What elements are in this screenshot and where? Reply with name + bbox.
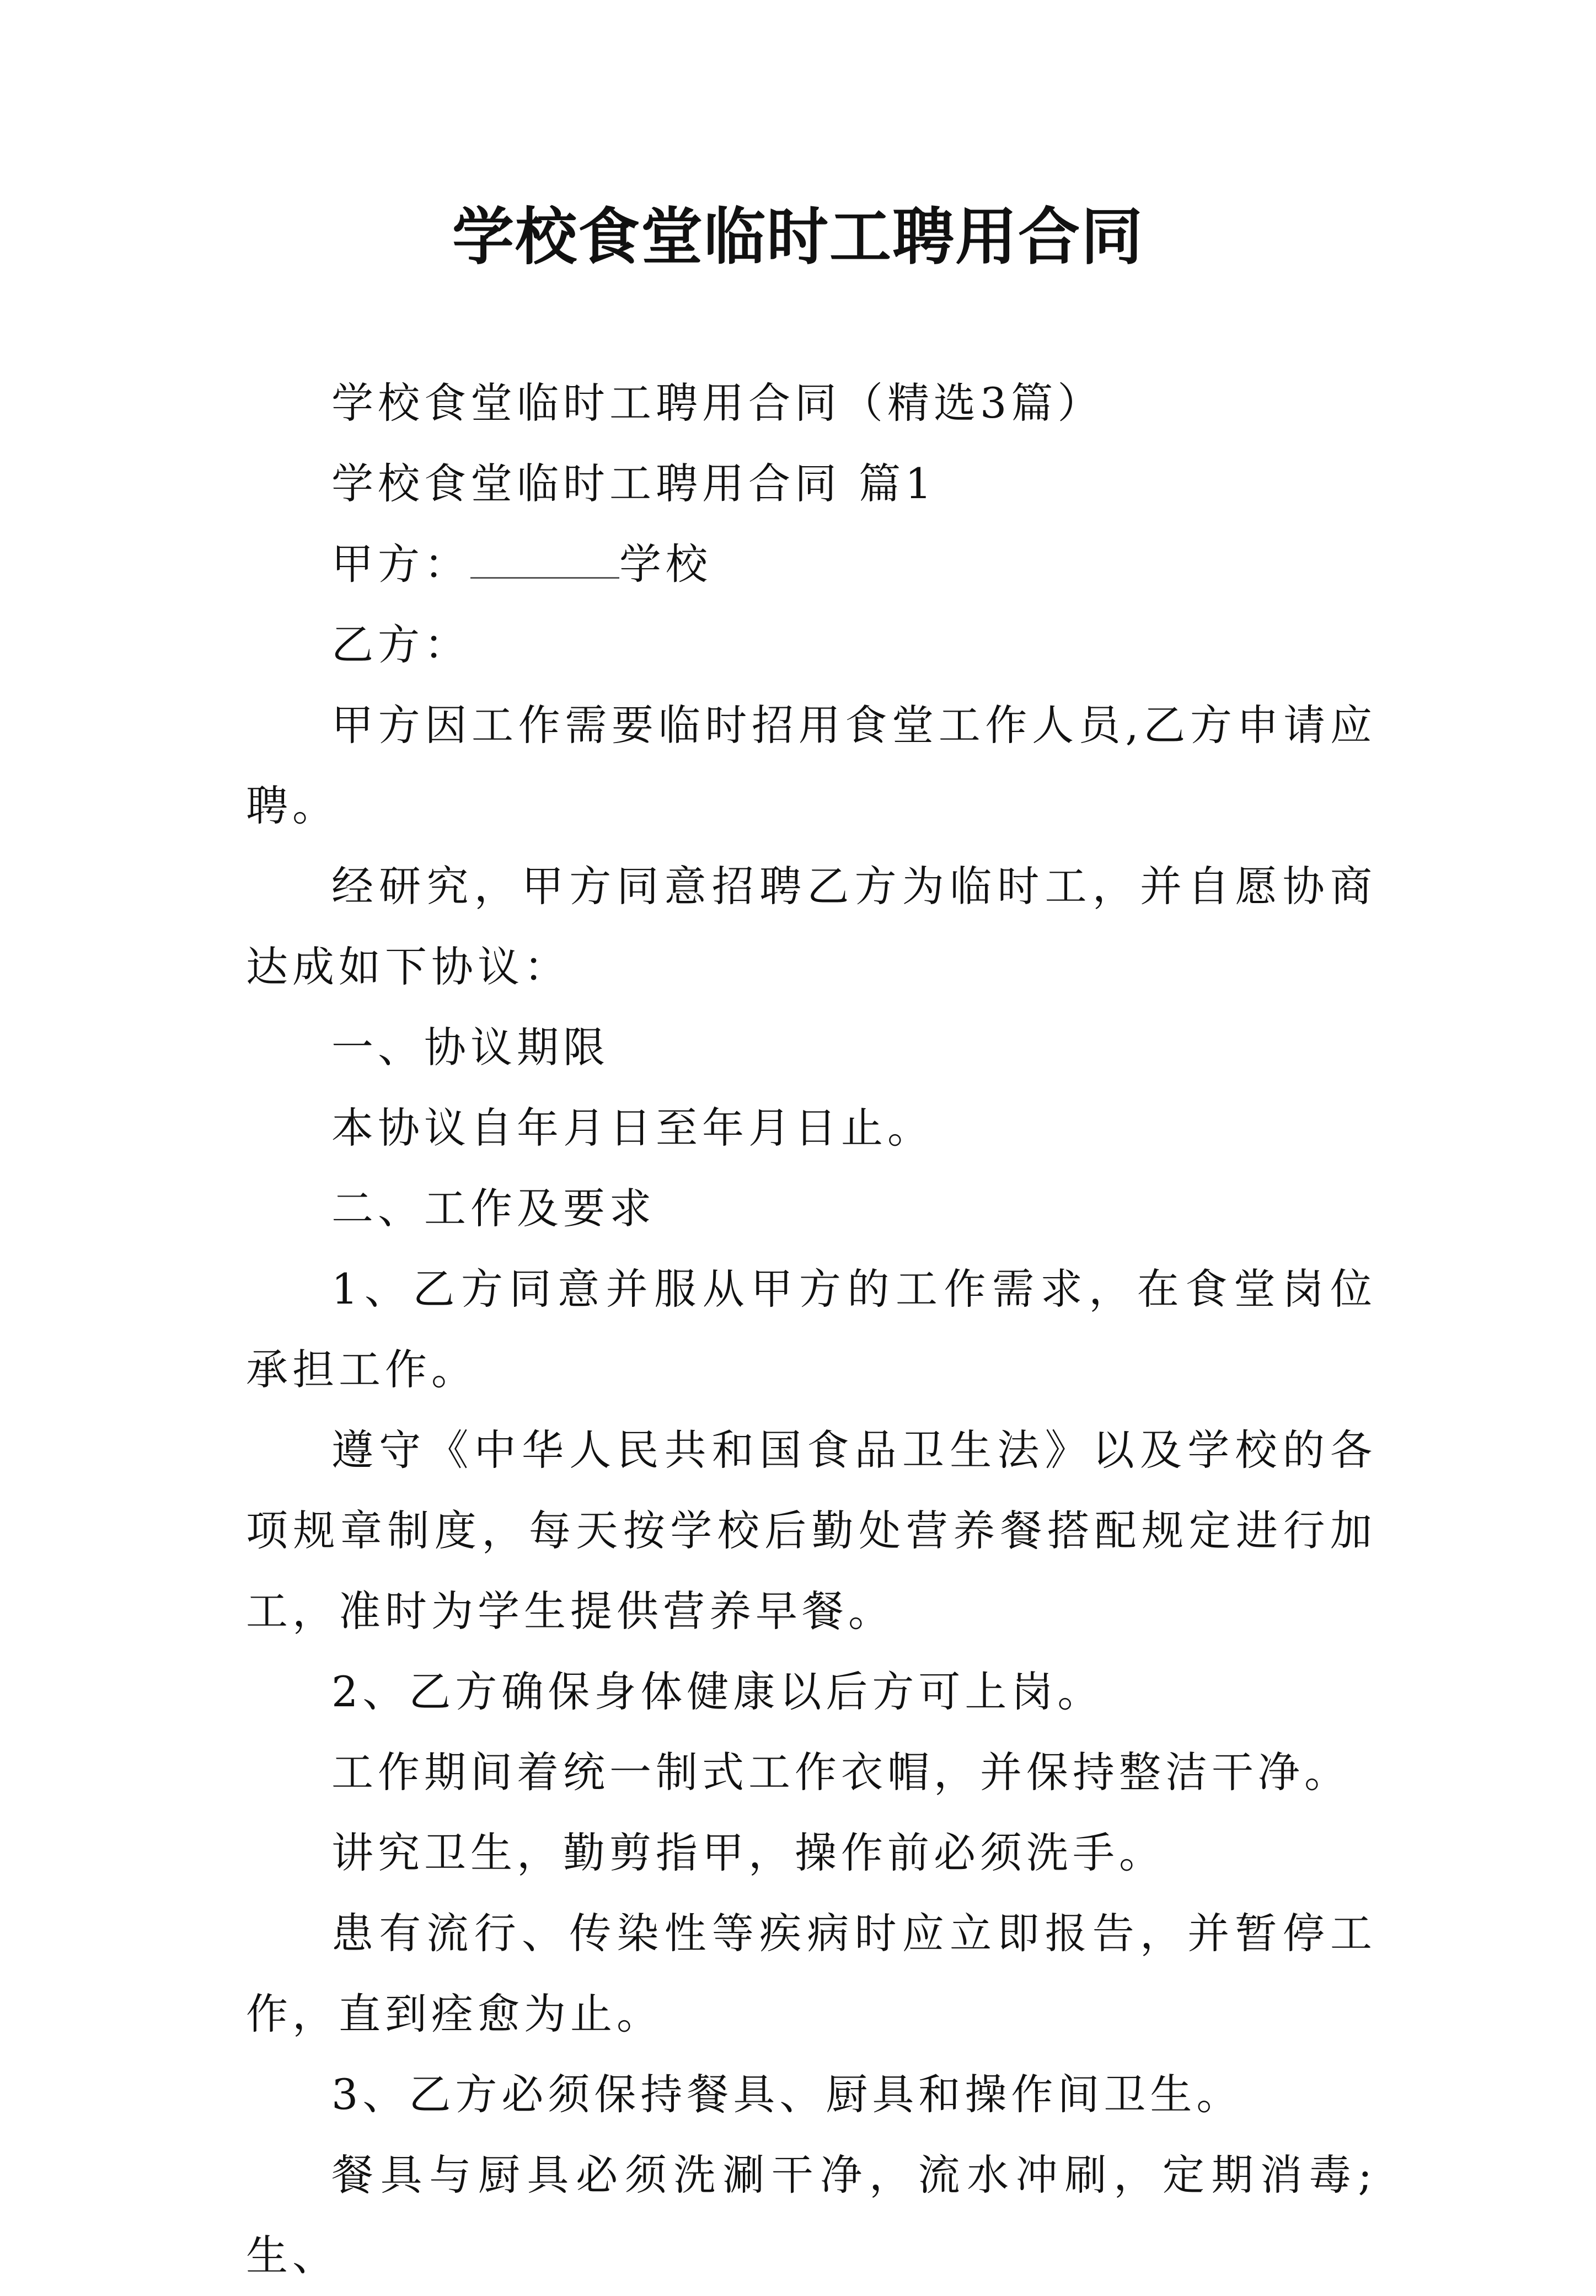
paragraph: 遵守《中华人民共和国食品卫生法》以及学校的各项规章制度，每天按学校后勤处营养餐搭配规定进行加工，准时为学生提供营养早餐。	[246, 1425, 1377, 1636]
party-a-blank-line	[470, 544, 619, 579]
paragraph: 讲究卫生，勤剪指甲，操作前必须洗手。	[331, 1828, 1165, 1877]
paragraph: 餐具与厨具必须洗涮干净，流水冲刷，定期消毒;生、	[246, 2150, 1377, 2280]
paragraph-section-heading: 学校食堂临时工聘用合同 篇1	[331, 459, 936, 508]
paragraph: 患有流行、传染性等疾病时应立即报告，并暂停工作，直到痊愈为止。	[246, 1909, 1377, 2038]
document-title: 学校食堂临时工聘用合同	[452, 201, 1144, 273]
paragraph: 1、乙方同意并服从甲方的工作需求，在食堂岗位承担工作。	[246, 1264, 1377, 1394]
paragraph-party-a	[246, 524, 1377, 605]
party-a-label: 甲方：	[331, 540, 470, 589]
paragraph: 工作期间着统一制式工作衣帽，并保持整洁干净。	[331, 1748, 1351, 1797]
paragraph-subtitle: 学校食堂临时工聘用合同（精选3篇）	[331, 378, 1104, 428]
paragraph: 2、乙方确保身体健康以后方可上岗。	[331, 1667, 1104, 1716]
paragraph-heading-term: 一、协议期限	[331, 1023, 609, 1072]
paragraph: 本协议自年月日至年月日止。	[331, 1103, 934, 1152]
paragraph: 经研究，甲方同意招聘乙方为临时工，并自愿协商达成如下协议：	[246, 862, 1377, 991]
document-body	[246, 363, 1377, 2296]
paragraph-heading-work: 二、工作及要求	[331, 1184, 656, 1233]
paragraph-party-b: 乙方：	[331, 620, 470, 669]
paragraph: 甲方因工作需要临时招用食堂工作人员,乙方申请应聘。	[246, 701, 1377, 830]
paragraph: 3、乙方必须保持餐具、厨具和操作间卫生。	[331, 2070, 1243, 2119]
party-a-suffix: 学校	[619, 540, 712, 589]
